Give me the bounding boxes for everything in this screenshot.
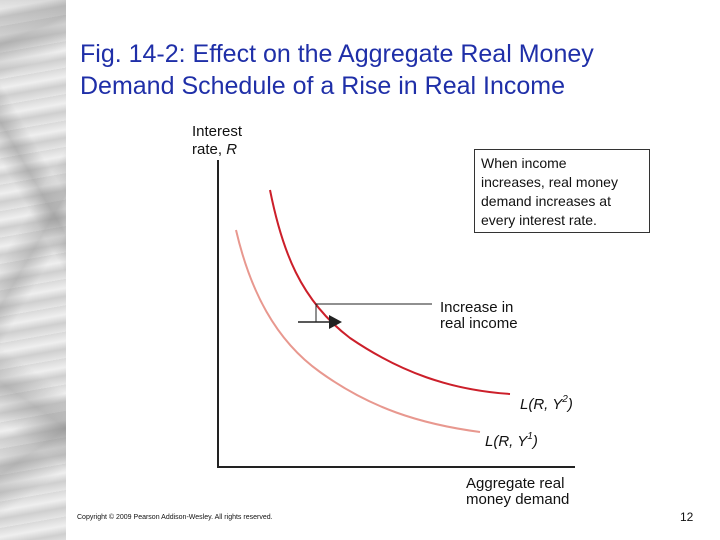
callout-line-1: When income (481, 155, 567, 171)
y-axis-label-prefix: rate, (192, 141, 227, 158)
callout-line-2: increases, real money (481, 174, 618, 190)
slide-title-line-1: Fig. 14-2: Effect on the Aggregate Real Money (80, 40, 594, 68)
curve-label-y1-main: L(R, Y (485, 433, 528, 450)
curve-label-y2-main: L(R, Y (520, 396, 563, 413)
callout-box (474, 149, 650, 233)
slide-title-line-2: Demand Schedule of a Rise in Real Income (80, 72, 565, 100)
curve-label-y1-sup: 1 (527, 431, 533, 442)
callout-line-3: demand increases at (481, 193, 611, 209)
y-axis-label-variable: R (226, 141, 238, 158)
arrow-label-line-2: real income (440, 315, 518, 332)
curve-label-y1-close: ) (532, 433, 538, 450)
curve-label-y2 (520, 394, 573, 413)
x-axis-label-line-1: Aggregate real (466, 475, 565, 492)
y-axis-label-line-2 (192, 141, 237, 158)
arrow-label-line-1: Increase in (440, 299, 514, 316)
curve-label-y2-sup: 2 (562, 394, 568, 405)
copyright-notice: Copyright © 2009 Pearson Addison-Wesley. All rights reserved. (77, 514, 273, 521)
curve-label-y1 (485, 431, 538, 450)
x-axis-label-line-2: money demand (466, 491, 570, 508)
curve-label-y2-close: ) (567, 396, 573, 413)
y-axis-label-line-1: Interest (192, 123, 243, 140)
callout-line-4: every interest rate. (481, 212, 597, 228)
page-number: 12 (680, 510, 694, 524)
